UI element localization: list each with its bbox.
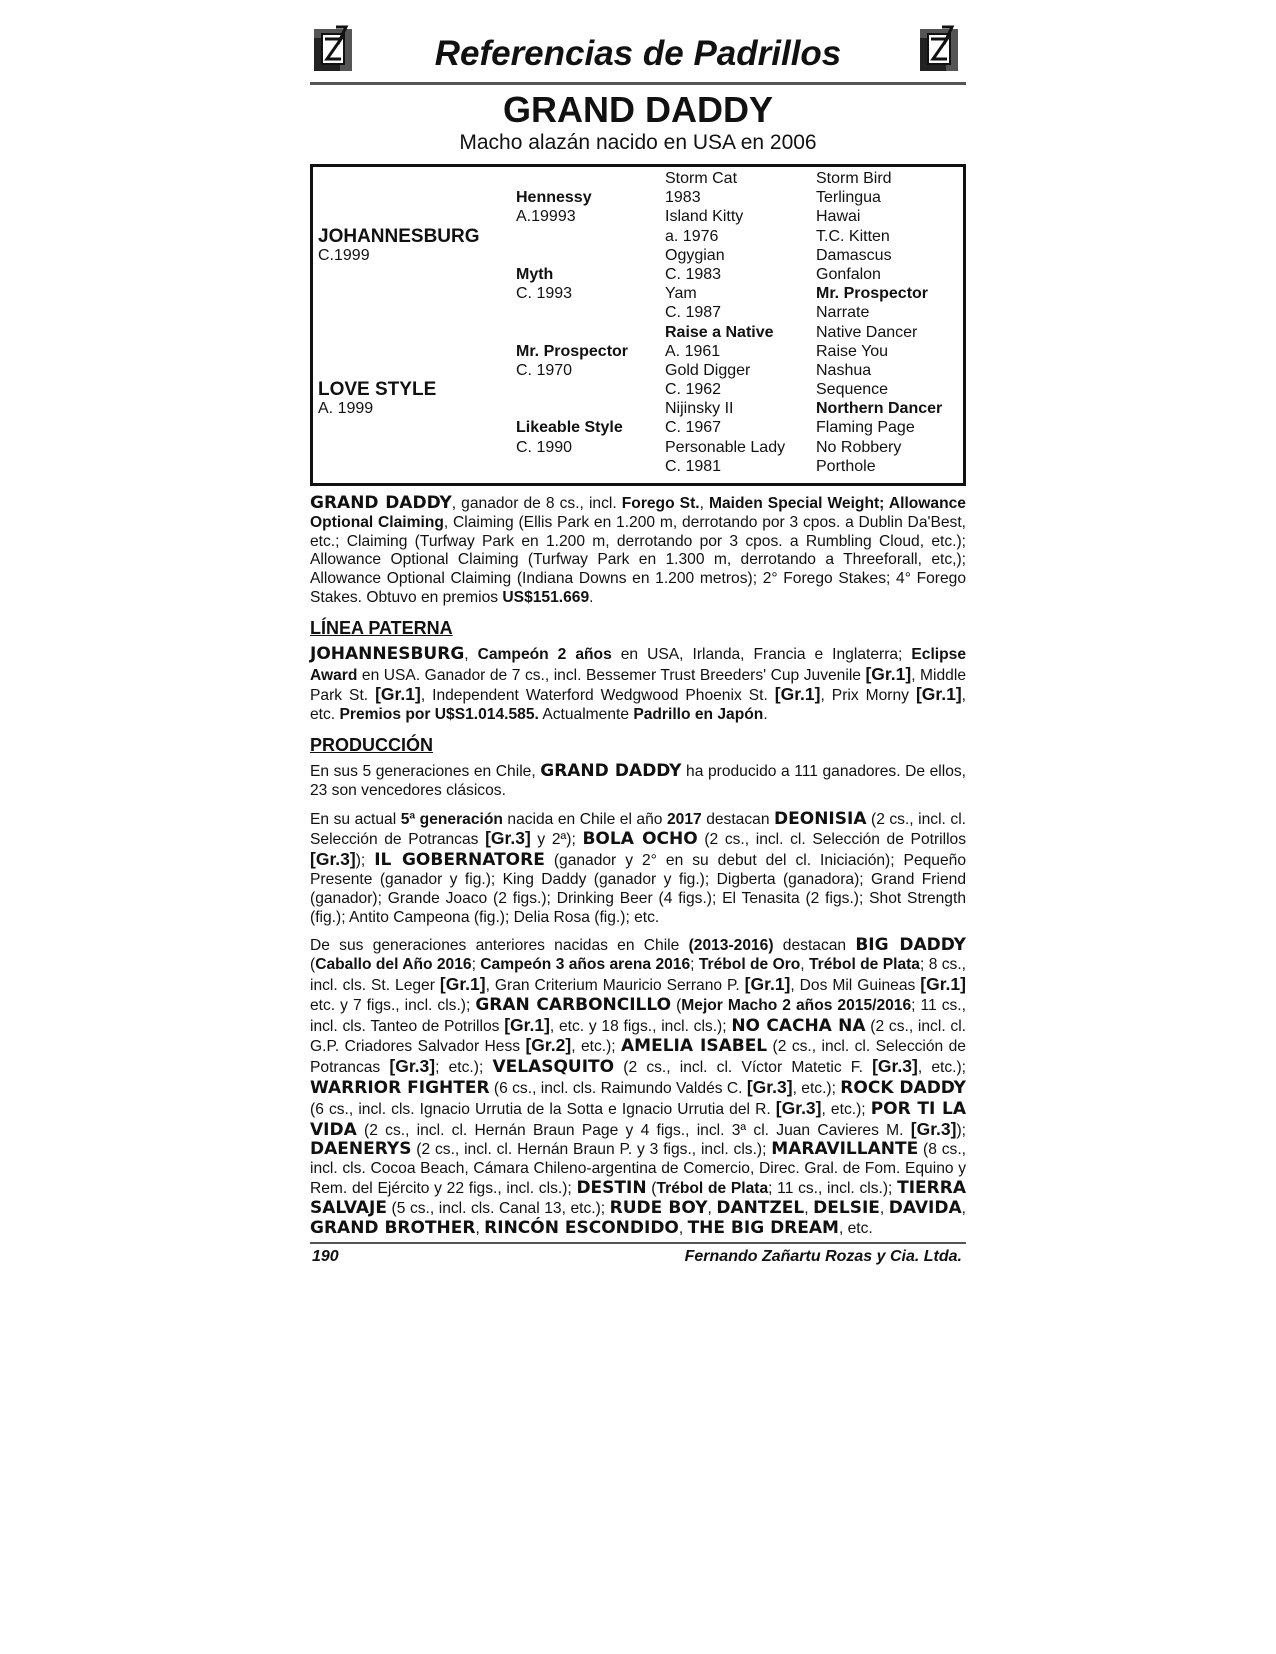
produccion-paragraph-1: En sus 5 generaciones en Chile, GRAND DADDY ha producido a 111 ganadores. De ellos, 23 son vencedores clásicos.: [310, 760, 967, 799]
pedigree-cell: [318, 169, 508, 188]
pedigree-cell: Likeable Style: [516, 419, 623, 437]
pedigree-cell: Storm Bird: [816, 170, 892, 187]
pedigree-cell: Narrate: [816, 304, 870, 322]
section-heading-linea-paterna: LÍNEA PATERNA: [310, 617, 453, 638]
header-title: Referencias de Padrillos: [434, 34, 842, 73]
pedigree-cell: Island Kitty: [665, 208, 744, 226]
page: [310, 24, 966, 1268]
pedigree-cell: C. 1987: [665, 304, 722, 322]
section-heading-produccion: PRODUCCIÓN: [310, 734, 434, 755]
pedigree-table: [310, 164, 966, 486]
linea-paterna-paragraph: JOHANNESBURG, Campeón 2 años en USA, Irlanda, Francia e Inglaterra; Eclipse Award en USA. Ganador de 7 cs., incl. Bessemer Trust Breeders' Cup Juvenile [Gr.1], Middle Park St. [Gr.1], Independent Waterford Wedgwood Phoenix St. [Gr.1], Prix Morny [Gr.1], etc. Premios por U$S1.014.585. Actualmente Padrillo en Japón.: [310, 643, 966, 724]
pedigree-cell: [318, 457, 508, 476]
pedigree-cell: C. 1981: [665, 457, 722, 475]
pedigree-cell: a. 1976: [665, 227, 719, 245]
pedigree-cell: C. 1983: [665, 265, 722, 283]
pedigree-cell: [318, 265, 508, 284]
pedigree-cell: [318, 438, 508, 457]
pedigree-cell: T.C. Kitten: [816, 227, 890, 245]
pedigree-cell: C. 1970: [516, 361, 573, 379]
pedigree-column-great-grandparents: [665, 169, 815, 476]
pedigree-cell: Terlingua: [816, 189, 881, 207]
pedigree-cell: Flaming Page: [816, 419, 915, 437]
summary-paragraph: GRAND DADDY, ganador de 8 cs., incl. Forego St., Maiden Special Weight; Allowance Optional Claiming, Claiming (Ellis Park en 1.200 m, derrotando por 3 cpos. a Dublin Da'Best, etc.; Claiming (Turfway Park en 1.200 m, derrotando por 3 cpos. a Rumbling Cloud, etc.); Allowance Optional Claiming (Turfway Park en 1.300 m, derrotando a Threeforall, etc,); Allowance Optional Claiming (Indiana Downs en 1.200 metros); 2° Forego Stakes; 4° Forego Stakes. Obtuvo en premios US$151.669.: [310, 493, 966, 606]
page-number: 190: [312, 1248, 339, 1266]
pedigree-cell: Yam: [665, 285, 697, 303]
pedigree-cell: [516, 457, 666, 476]
pedigree-cell: [516, 399, 666, 418]
pedigree-cell: [516, 303, 666, 322]
pedigree-cell: Northern Dancer: [816, 400, 943, 418]
produccion-paragraph-3: De sus generaciones anteriores nacidas en Chile (2013-2016) destacan BIG DADDY (Caballo del Año 2016; Campeón 3 años arena 2016; Trébol de Oro, Trébol de Plata; 8 cs., incl. cls. St. Leger [Gr.1], Gran Criterium Mauricio Serrano P. [Gr.1], Dos Mil Guineas [Gr.1] etc. y 7 figs., incl. cls.); GRAN CARBONCILLO (Mejor Macho 2 años 2015/2016; 11 cs., incl. cls. Tanteo de Potrillos [Gr.1], etc. y 18 figs., incl. cls.); NO CACHA NA (2 cs., incl. cl. G.P. Criadores Salvador Hess [Gr.2], etc.); AMELIA ISABEL (2 cs., incl. cl. Selección de Potrancas [Gr.3]; etc.); VELASQUITO (2 cs., incl. cl. Víctor Matetic F. [Gr.3], etc.); WARRIOR FIGHTER (6 cs., incl. cls. Raimundo Valdés C. [Gr.3], etc.); ROCK DADDY (6 cs., incl. cls. Ignacio Urrutia de la Sotta e Ignacio Urrutia del R. [Gr.3], etc.); POR TI LA VIDA (2 cs., incl. cl. Hernán Braun Page y 4 figs., incl. 3ª cl. Juan Cavieres M. [Gr.3]); DAENERYS (2 cs., incl. cl. Hernán Braun P. y 3 figs., incl. cls.); MARAVILLANTE (8 cs., incl. cls. Cocoa Beach, Cámara Chileno-argentina de Comercio, Direc. Gral. de Fom. Equino y Rem. del Ejército y 22 figs., incl. cls.); DESTIN (Trébol de Plata; 11 cs., incl. cls.); TIERRA SALVAJE (5 cs., incl. cls. Canal 13, etc.); RUDE BOY, DANTZEL, DELSIE, DAVIDA, GRAND BROTHER, RINCÓN ESCONDIDO, THE BIG DREAM, etc.: [310, 935, 966, 1238]
header-divider: [310, 82, 966, 85]
pedigree-cell: [318, 188, 508, 207]
pedigree-cell: Hawai: [816, 208, 861, 226]
page-header: [310, 24, 966, 80]
horse-name: GRAND DADDY: [503, 89, 773, 130]
sire-year: C.1999: [318, 246, 370, 264]
pedigree-cell: C. 1962: [665, 381, 722, 399]
pedigree-cell: C. 1993: [516, 285, 573, 303]
pedigree-cell: Hennessy: [516, 189, 592, 207]
pedigree-cell: [516, 246, 666, 265]
pedigree-cell: Gold Digger: [665, 361, 751, 379]
pedigree-cell: Nashua: [816, 361, 872, 379]
pedigree-cell: Ogygian: [665, 246, 725, 264]
pedigree-column-grandparents: [516, 169, 666, 476]
pedigree-column-great-great-grandparents: [816, 169, 964, 476]
pedigree-cell: Raise a Native: [665, 323, 774, 341]
pedigree-cell: [318, 342, 508, 361]
pedigree-cell: 1983: [665, 189, 701, 207]
pedigree-cell: [516, 323, 666, 342]
pedigree-cell: Sequence: [816, 381, 889, 399]
pedigree-cell: [318, 303, 508, 322]
pedigree-column-parents: [318, 169, 508, 476]
company-name: Fernando Zañartu Rozas y Cia. Ltda.: [684, 1248, 962, 1266]
pedigree-cell: Mr. Prospector: [816, 285, 929, 303]
pedigree-cell: Damascus: [816, 246, 892, 264]
pedigree-cell: A. 1961: [665, 342, 721, 360]
horse-subtitle: Macho alazán nacido en USA en 2006: [459, 131, 817, 154]
pedigree-cell: Mr. Prospector: [516, 342, 629, 360]
dam-year: A. 1999: [318, 400, 374, 418]
zr-monogram-logo-icon: [916, 24, 962, 74]
pedigree-cell: Storm Cat: [665, 170, 738, 187]
pedigree-cell: [318, 418, 508, 437]
pedigree-cell: Myth: [516, 265, 554, 283]
pedigree-cell: Gonfalon: [816, 265, 881, 283]
pedigree-cell: Personable Lady: [665, 438, 786, 456]
pedigree-cell: Raise You: [816, 342, 889, 360]
pedigree-cell: [318, 207, 508, 226]
pedigree-cell: Porthole: [816, 457, 876, 475]
produccion-paragraph-2: En su actual 5ª generación nacida en Chile el año 2017 destacan DEONISIA (2 cs., incl. cl. Selección de Potrancas [Gr.3] y 2ª); BOLA OCHO (2 cs., incl. cl. Selección de Potrillos [Gr.3]); IL GOBERNATORE (ganador y 2° en su debut del cl. Iniciación); Pequeño Presente (ganador y fig.); King Daddy (ganador y fig.); Digberta (ganadora); Grand Friend (ganador); Grande Joaco (2 figs.); Drinking Beer (4 figs.); El Tenasita (2 figs.); Shot Strength (fig.); Antito Campeona (fig.); Delia Rosa (fig.); etc.: [310, 808, 967, 926]
pedigree-cell: Nijinsky II: [665, 400, 734, 418]
page-footer: [310, 1244, 966, 1268]
pedigree-cell: [516, 169, 666, 188]
pedigree-cell: [318, 284, 508, 303]
pedigree-cell: C. 1990: [516, 438, 573, 456]
pedigree-cell: Native Dancer: [816, 323, 918, 341]
sire-name: JOHANNESBURG: [318, 225, 480, 247]
dam-name: LOVE STYLE: [318, 379, 437, 401]
pedigree-cell: [318, 361, 508, 380]
pedigree-cell: No Robbery: [816, 438, 902, 456]
pedigree-cell: C. 1967: [665, 419, 722, 437]
pedigree-cell: [516, 227, 666, 246]
pedigree-cell: [516, 380, 666, 399]
pedigree-cell: [318, 323, 508, 342]
pedigree-cell: A.19993: [516, 208, 576, 226]
